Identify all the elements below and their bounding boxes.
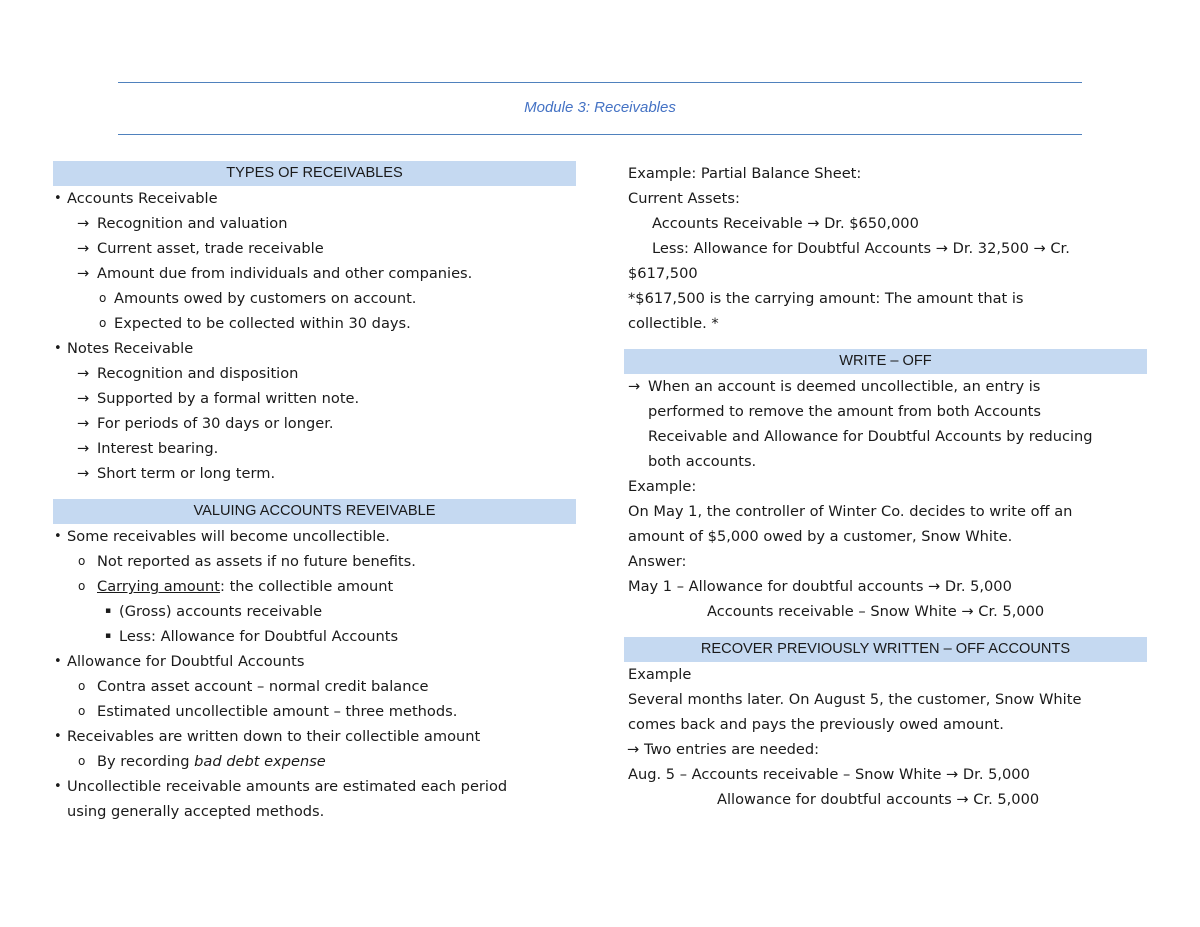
circle-bullet-icon: o xyxy=(99,316,107,330)
list-item-text: Allowance for Doubtful Accounts xyxy=(67,653,305,670)
list-item xyxy=(53,286,576,311)
circle-bullet-icon: o xyxy=(78,704,86,718)
bad-debt-expense-term: bad debt expense xyxy=(194,753,326,770)
list-item-text: Recognition and disposition xyxy=(97,365,299,382)
list-item-text: Receivables are written down to their collectible amount xyxy=(67,728,481,745)
list-item-text: Supported by a formal written note. xyxy=(97,390,360,407)
text-line: collectible. * xyxy=(628,315,719,332)
bullet-icon: • xyxy=(54,529,62,544)
list-item-text: When an account is deemed uncollectible, an entry is xyxy=(648,378,1041,395)
text-line: both accounts. xyxy=(648,453,757,470)
list-item xyxy=(53,574,576,599)
list-item-text: By recording xyxy=(97,753,195,770)
list-item xyxy=(624,737,1147,762)
journal-entry-line: Allowance for doubtful accounts → Cr. 5,000 xyxy=(717,791,1040,808)
section-heading-types: TYPES OF RECEIVABLES xyxy=(53,161,576,186)
list-item xyxy=(53,624,576,649)
circle-bullet-icon: o xyxy=(78,554,86,568)
list-item-text: Short term or long term. xyxy=(97,465,276,482)
journal-entry-line: May 1 – Allowance for doubtful accounts → Dr. 5,000 xyxy=(628,578,1012,595)
text-line: performed to remove the amount from both Accounts xyxy=(648,403,1041,420)
arrow-icon: → xyxy=(77,465,90,482)
list-item-text: Not reported as assets if no future benefits. xyxy=(97,553,416,570)
list-item xyxy=(53,361,576,386)
page-title: Module 3: Receivables xyxy=(524,99,676,116)
list-item-text: Contra asset account – normal credit balance xyxy=(97,678,429,695)
text-line: Example: Partial Balance Sheet: xyxy=(628,165,862,182)
bullet-icon: • xyxy=(54,191,62,206)
bullet-icon: • xyxy=(54,654,62,669)
text-line: Accounts Receivable → Dr. $650,000 xyxy=(652,215,919,232)
list-item xyxy=(53,461,576,486)
section-spacer xyxy=(624,624,1147,637)
list-item-text: Uncollectible receivable amounts are estimated each period xyxy=(67,778,508,795)
bullet-icon: • xyxy=(54,779,62,794)
journal-entry-line: Accounts receivable – Snow White → Cr. 5,000 xyxy=(707,603,1045,620)
list-item-text: (Gross) accounts receivable xyxy=(119,603,323,620)
list-item xyxy=(53,186,576,211)
list-item xyxy=(53,336,576,361)
arrow-icon: → xyxy=(77,440,90,457)
text-line: Less: Allowance for Doubtful Accounts → Dr. 32,500 → Cr. xyxy=(652,240,1070,257)
text-line: Several months later. On August 5, the customer, Snow White xyxy=(628,691,1082,708)
list-item-text: Some receivables will become uncollectible. xyxy=(67,528,390,545)
list-item xyxy=(53,436,576,461)
list-item-text: Expected to be collected within 30 days. xyxy=(114,315,411,332)
text-line: Example xyxy=(628,666,692,683)
list-item-text: Interest bearing. xyxy=(97,440,219,457)
list-item-text: For periods of 30 days or longer. xyxy=(97,415,334,432)
list-item-text: Amounts owed by customers on account. xyxy=(114,290,417,307)
circle-bullet-icon: o xyxy=(99,291,107,305)
section-spacer xyxy=(53,486,576,499)
list-item xyxy=(53,261,576,286)
square-bullet-icon: ▪ xyxy=(105,631,112,641)
list-item xyxy=(53,386,576,411)
text-line: On May 1, the controller of Winter Co. decides to write off an xyxy=(628,503,1073,520)
list-item xyxy=(53,524,576,549)
arrow-icon: → xyxy=(77,365,90,382)
circle-bullet-icon: o xyxy=(78,579,86,593)
list-item-text: : the collectible amount xyxy=(220,578,394,595)
list-item-text: Accounts Receivable xyxy=(67,190,218,207)
list-item xyxy=(53,724,576,749)
header-rule-top xyxy=(118,82,1082,83)
list-item-text: Current asset, trade receivable xyxy=(97,240,324,257)
list-item-text: Notes Receivable xyxy=(67,340,194,357)
arrow-icon: → xyxy=(77,390,90,407)
list-item-text: using generally accepted methods. xyxy=(67,803,325,820)
list-item xyxy=(53,211,576,236)
header-rule-bottom xyxy=(118,134,1082,135)
list-item-text: Recognition and valuation xyxy=(97,215,288,232)
text-line: *$617,500 is the carrying amount: The amount that is xyxy=(628,290,1024,307)
section-heading-valuing: VALUING ACCOUNTS REVEIVABLE xyxy=(53,499,576,524)
left-column xyxy=(53,161,576,824)
list-item-continuation xyxy=(53,799,576,824)
list-item-text: Amount due from individuals and other companies. xyxy=(97,265,473,282)
text-line: Receivable and Allowance for Doubtful Accounts by reducing xyxy=(648,428,1093,445)
list-item xyxy=(53,699,576,724)
list-item xyxy=(53,236,576,261)
text-line: Current Assets: xyxy=(628,190,740,207)
list-item-text: Two entries are needed: xyxy=(644,741,820,758)
journal-entry-line: Aug. 5 – Accounts receivable – Snow White → Dr. 5,000 xyxy=(628,766,1030,783)
bullet-icon: • xyxy=(54,729,62,744)
list-item xyxy=(53,774,576,799)
text-line: $617,500 xyxy=(628,265,698,282)
text-line: Example: xyxy=(628,478,697,495)
list-item xyxy=(53,749,576,774)
arrow-icon: → xyxy=(627,741,640,758)
list-item xyxy=(624,374,1147,399)
circle-bullet-icon: o xyxy=(78,754,86,768)
right-column xyxy=(624,161,1147,812)
arrow-icon: → xyxy=(77,240,90,257)
bullet-icon: • xyxy=(54,341,62,356)
list-item-text: Less: Allowance for Doubtful Accounts xyxy=(119,628,399,645)
list-item xyxy=(53,411,576,436)
list-item xyxy=(53,674,576,699)
list-item xyxy=(53,649,576,674)
arrow-icon: → xyxy=(77,265,90,282)
list-item-text: Estimated uncollectible amount – three methods. xyxy=(97,703,458,720)
section-spacer xyxy=(624,336,1147,349)
arrow-icon: → xyxy=(77,215,90,232)
section-heading-write-off: WRITE – OFF xyxy=(624,349,1147,374)
section-heading-recover: RECOVER PREVIOUSLY WRITTEN – OFF ACCOUNTS xyxy=(624,637,1147,662)
text-line: amount of $5,000 owed by a customer, Snow White. xyxy=(628,528,1013,545)
text-line: comes back and pays the previously owed amount. xyxy=(628,716,1004,733)
list-item xyxy=(53,599,576,624)
text-line: Answer: xyxy=(628,553,687,570)
square-bullet-icon: ▪ xyxy=(105,606,112,616)
circle-bullet-icon: o xyxy=(78,679,86,693)
arrow-icon: → xyxy=(77,415,90,432)
list-item xyxy=(53,311,576,336)
list-item xyxy=(53,549,576,574)
carrying-amount-term: Carrying amount xyxy=(97,578,221,595)
arrow-icon: → xyxy=(628,378,641,395)
